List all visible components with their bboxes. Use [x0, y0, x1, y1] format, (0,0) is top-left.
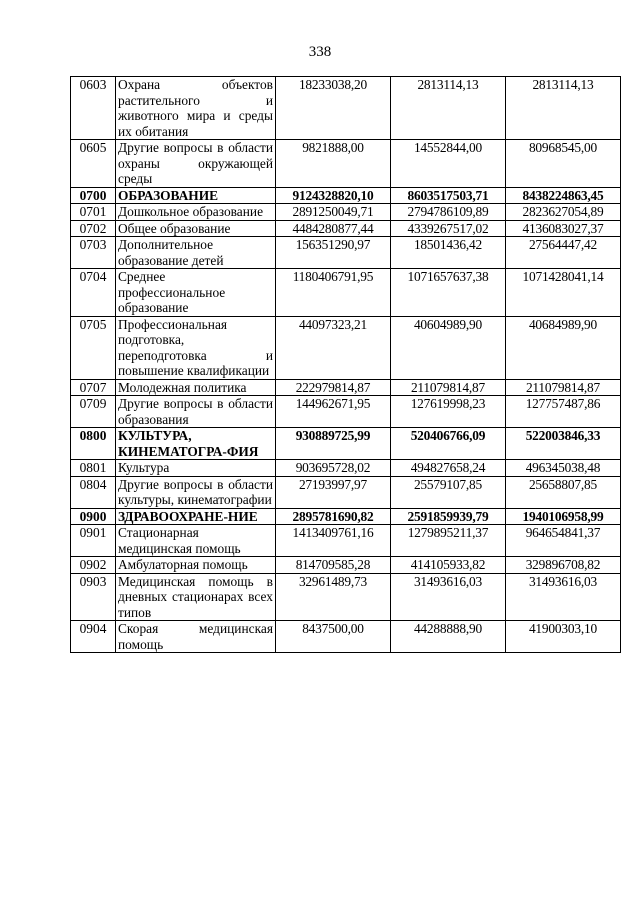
- amount-cell-2: 14552844,00: [391, 140, 506, 188]
- amount-cell-2: 127619998,23: [391, 396, 506, 428]
- amount-cell-3: 211079814,87: [506, 379, 621, 396]
- amount-cell-2: 1071657637,38: [391, 269, 506, 317]
- section-code-cell: 0702: [71, 220, 116, 237]
- amount-cell-1: 1413409761,16: [276, 525, 391, 557]
- section-code-cell: 0705: [71, 316, 116, 379]
- section-code-cell: 0800: [71, 428, 116, 460]
- table-row: [71, 476, 621, 508]
- table-row: [71, 460, 621, 477]
- section-name-cell: Дошкольное образование: [116, 204, 276, 221]
- section-code-cell: 0703: [71, 237, 116, 269]
- amount-cell-3: 522003846,33: [506, 428, 621, 460]
- table-row: [71, 557, 621, 574]
- table-row: [71, 187, 621, 204]
- amount-cell-3: 2813114,13: [506, 77, 621, 140]
- table-row: [71, 573, 621, 621]
- section-code-cell: 0801: [71, 460, 116, 477]
- section-name-cell: Дополнительное образование детей: [116, 237, 276, 269]
- table-row: [71, 220, 621, 237]
- amount-cell-3: 27564447,42: [506, 237, 621, 269]
- table-row: [71, 269, 621, 317]
- section-code-cell: 0603: [71, 77, 116, 140]
- amount-cell-2: 1279895211,37: [391, 525, 506, 557]
- amount-cell-2: 8603517503,71: [391, 187, 506, 204]
- section-name-cell: Молодежная политика: [116, 379, 276, 396]
- amount-cell-2: 211079814,87: [391, 379, 506, 396]
- amount-cell-1: 144962671,95: [276, 396, 391, 428]
- amount-cell-3: 1071428041,14: [506, 269, 621, 317]
- amount-cell-3: 127757487,86: [506, 396, 621, 428]
- section-name-cell: ОБРАЗОВАНИЕ: [116, 187, 276, 204]
- section-name-cell: ЗДРАВООХРАНЕ-НИЕ: [116, 508, 276, 525]
- section-code-cell: 0902: [71, 557, 116, 574]
- amount-cell-3: 329896708,82: [506, 557, 621, 574]
- amount-cell-3: 31493616,03: [506, 573, 621, 621]
- amount-cell-1: 930889725,99: [276, 428, 391, 460]
- section-code-cell: 0700: [71, 187, 116, 204]
- amount-cell-2: 2794786109,89: [391, 204, 506, 221]
- table-row: [71, 204, 621, 221]
- amount-cell-1: 27193997,97: [276, 476, 391, 508]
- section-name-cell: КУЛЬТУРА, КИНЕМАТОГРА-ФИЯ: [116, 428, 276, 460]
- amount-cell-1: 18233038,20: [276, 77, 391, 140]
- table-row: [71, 525, 621, 557]
- amount-cell-1: 32961489,73: [276, 573, 391, 621]
- table-row: [71, 316, 621, 379]
- table-row: [71, 396, 621, 428]
- section-code-cell: 0904: [71, 621, 116, 653]
- amount-cell-3: 41900303,10: [506, 621, 621, 653]
- section-name-cell: Стационарная медицинская помощь: [116, 525, 276, 557]
- section-name-cell: Медицинская помощь в дневных стационарах всех типов: [116, 573, 276, 621]
- section-code-cell: 0903: [71, 573, 116, 621]
- amount-cell-1: 9821888,00: [276, 140, 391, 188]
- table-row: [71, 508, 621, 525]
- amount-cell-3: 4136083027,37: [506, 220, 621, 237]
- section-code-cell: 0804: [71, 476, 116, 508]
- section-name-cell: Скорая медицинская помощь: [116, 621, 276, 653]
- amount-cell-1: 44097323,21: [276, 316, 391, 379]
- amount-cell-2: 40604989,90: [391, 316, 506, 379]
- table-row: [71, 237, 621, 269]
- section-code-cell: 0605: [71, 140, 116, 188]
- amount-cell-1: 2891250049,71: [276, 204, 391, 221]
- amount-cell-1: 8437500,00: [276, 621, 391, 653]
- amount-cell-1: 4484280877,44: [276, 220, 391, 237]
- amount-cell-1: 2895781690,82: [276, 508, 391, 525]
- amount-cell-3: 1940106958,99: [506, 508, 621, 525]
- amount-cell-1: 814709585,28: [276, 557, 391, 574]
- section-code-cell: 0707: [71, 379, 116, 396]
- amount-cell-1: 903695728,02: [276, 460, 391, 477]
- section-name-cell: Другие вопросы в области образования: [116, 396, 276, 428]
- amount-cell-1: 1180406791,95: [276, 269, 391, 317]
- section-name-cell: Культура: [116, 460, 276, 477]
- amount-cell-2: 2813114,13: [391, 77, 506, 140]
- amount-cell-1: 156351290,97: [276, 237, 391, 269]
- table-row: [71, 428, 621, 460]
- section-name-cell: Другие вопросы в области культуры, кинематографии: [116, 476, 276, 508]
- amount-cell-3: 496345038,48: [506, 460, 621, 477]
- amount-cell-2: 2591859939,79: [391, 508, 506, 525]
- table-row: [71, 621, 621, 653]
- budget-table-body: [71, 77, 621, 653]
- section-name-cell: Другие вопросы в области охраны окружающей среды: [116, 140, 276, 188]
- amount-cell-3: 40684989,90: [506, 316, 621, 379]
- amount-cell-2: 31493616,03: [391, 573, 506, 621]
- page-number: 338: [308, 44, 332, 60]
- amount-cell-2: 18501436,42: [391, 237, 506, 269]
- amount-cell-2: 44288888,90: [391, 621, 506, 653]
- amount-cell-3: 25658807,85: [506, 476, 621, 508]
- section-name-cell: Амбулаторная помощь: [116, 557, 276, 574]
- amount-cell-3: 80968545,00: [506, 140, 621, 188]
- amount-cell-3: 2823627054,89: [506, 204, 621, 221]
- amount-cell-1: 9124328820,10: [276, 187, 391, 204]
- amount-cell-2: 4339267517,02: [391, 220, 506, 237]
- section-code-cell: 0900: [71, 508, 116, 525]
- table-row: [71, 379, 621, 396]
- section-name-cell: Общее образование: [116, 220, 276, 237]
- budget-table: [70, 76, 621, 653]
- table-row: [71, 77, 621, 140]
- amount-cell-3: 8438224863,45: [506, 187, 621, 204]
- section-name-cell: Среднее профессиональное образование: [116, 269, 276, 317]
- amount-cell-2: 494827658,24: [391, 460, 506, 477]
- section-name-cell: Охрана объектов растительного и животного мира и среды их обитания: [116, 77, 276, 140]
- section-code-cell: 0701: [71, 204, 116, 221]
- amount-cell-2: 520406766,09: [391, 428, 506, 460]
- amount-cell-2: 25579107,85: [391, 476, 506, 508]
- table-row: [71, 140, 621, 188]
- section-name-cell: Профессиональная подготовка, переподготовка и повышение квалификации: [116, 316, 276, 379]
- amount-cell-3: 964654841,37: [506, 525, 621, 557]
- amount-cell-1: 222979814,87: [276, 379, 391, 396]
- section-code-cell: 0709: [71, 396, 116, 428]
- section-code-cell: 0704: [71, 269, 116, 317]
- section-code-cell: 0901: [71, 525, 116, 557]
- amount-cell-2: 414105933,82: [391, 557, 506, 574]
